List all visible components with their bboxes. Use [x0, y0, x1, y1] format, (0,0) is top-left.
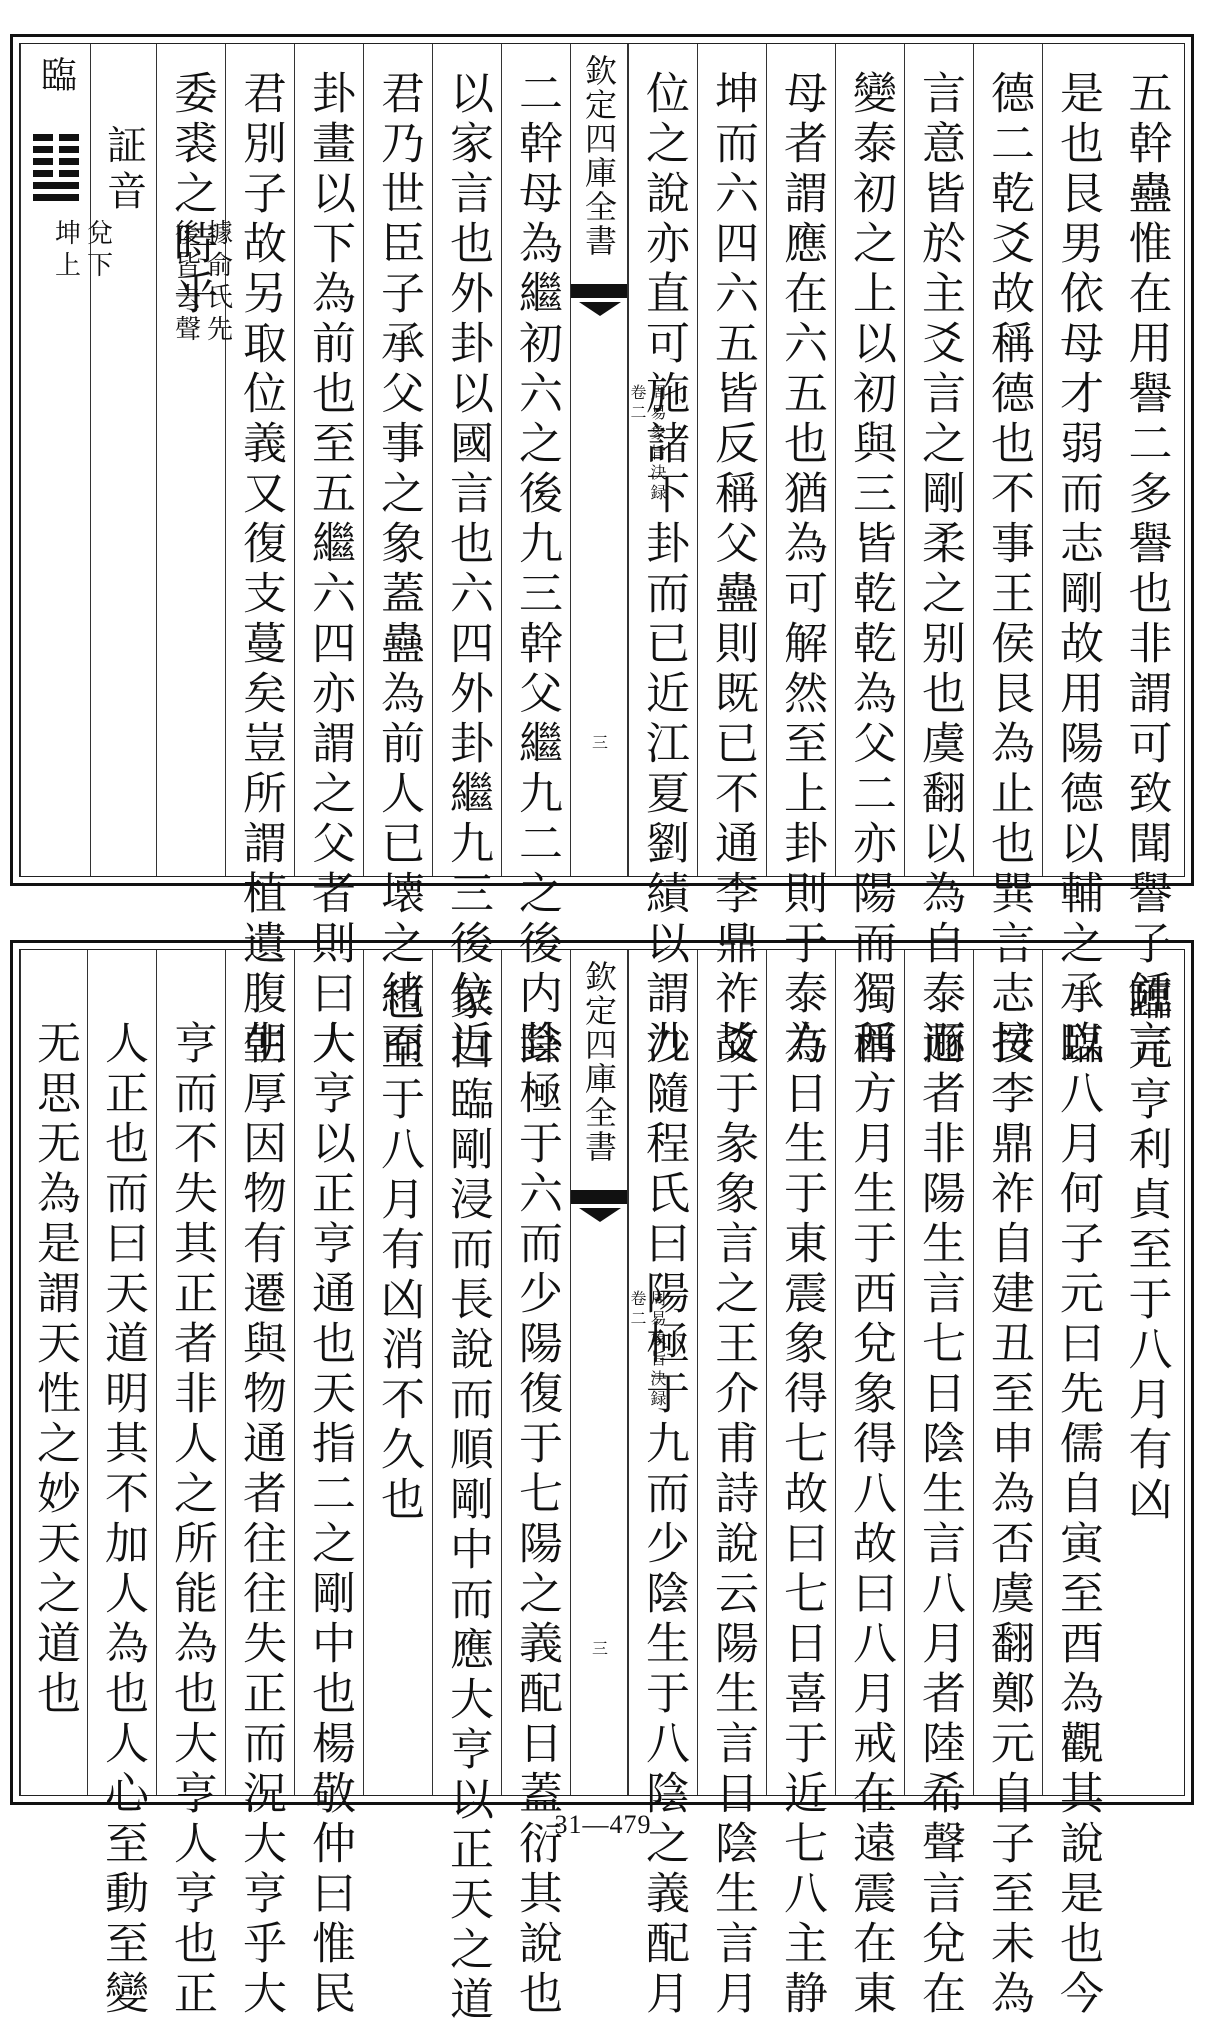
text-column [87, 950, 156, 2020]
column-text: 西方月生于西兌象得八故曰八月戒在遠震在東 [845, 1020, 896, 2020]
column-text: 沙隨程氏曰陽極于九而少陰生于八陰之義配月 [638, 1020, 689, 2020]
column-text: 二幹母為繼初六之後九三幹父繼九二之後内卦 [511, 70, 562, 1070]
text-column [973, 950, 1042, 2020]
text-column [432, 950, 501, 2026]
text-column [20, 950, 87, 1795]
column-text: 按李鼎祚自建丑至申為否虞翻鄭元自子至未為 [983, 1020, 1034, 2020]
yin-line [33, 134, 79, 141]
center-banner [570, 950, 667, 1795]
trigram-annotation [1, 219, 111, 283]
column-text: 方日生于東震象得七故曰七日喜于近七八主静 [776, 1020, 827, 2020]
fish-tail-ornament [571, 284, 627, 324]
column-text: 人正也而曰天道明其不加人為也人心至動至變 [97, 1020, 148, 2020]
text-column [363, 44, 432, 1070]
text-column [904, 950, 973, 2020]
column-text: 委裘之時乎 [166, 70, 217, 320]
column-text: 言意皆於主爻言之剛柔之别也虞翻以為自泰而 [914, 70, 965, 1070]
column-text: 位之說亦直可施諸下卦而已近江夏劉績以謂九 [638, 70, 689, 1070]
yin-line [33, 170, 79, 177]
text-column [1042, 950, 1111, 2020]
annotation-line: 後皆去聲 [170, 219, 201, 347]
banner-title: 欽定四庫全書 [580, 960, 618, 1164]
hexagram-column [20, 44, 113, 876]
text-column [835, 44, 904, 1070]
text-column [904, 44, 973, 1070]
volume-label: 卷二 [628, 384, 647, 424]
column-text: 五幹蠱惟在用譽二多譽也非謂可致聞譽子鍾言 [1120, 70, 1172, 1070]
leaf-number: 三 [589, 734, 609, 752]
text-column [697, 950, 766, 2020]
column-text: 君乃世臣子承父事之象蓋蠱為前人已壊之緒而 [373, 70, 424, 1070]
column-text: 變泰初之上以初與三皆乾乾為父二亦陽而獨稱 [845, 70, 896, 1070]
annotation-line: 坤上 [50, 219, 81, 283]
annotation-line: 據俞氏先 [202, 219, 233, 347]
column-text: 以家言也外卦以國言也六四外卦繼九三後位近 [442, 70, 493, 1070]
annotation-line: 兌下 [82, 219, 113, 283]
column-text: 陰極于六而少陽復于七陽之義配日蓋衍其說也 [511, 1020, 562, 2020]
text-column [697, 44, 766, 1070]
center-banner [570, 44, 667, 876]
book-title: 周易象旨決録 [648, 384, 667, 504]
column-text: 大亨以正亨通也天指二之剛中也楊敬仲曰惟民 [304, 1020, 355, 2020]
text-column [225, 44, 294, 1070]
page-number: 31—479 [554, 1810, 652, 1839]
yang-line [33, 182, 79, 189]
column-text: 生厚因物有遷與物通者往往失正而況大亨乎大 [235, 1020, 286, 2020]
text-column [766, 44, 835, 1070]
text-column [973, 44, 1042, 1070]
column-text: 坤而六四六五皆反稱父蠱則既已不通李鼎祚爻 [707, 70, 758, 1070]
column-text: 母者謂應在六五也猶為可解然至上卦則于泰為 [776, 70, 827, 1070]
text-column [225, 950, 294, 2020]
book-title: 周易象旨決録 [648, 1290, 667, 1410]
column-text: 无思无為是謂天性之妙天之道也 [29, 1020, 80, 1720]
text-column [1042, 44, 1111, 1070]
yin-line [33, 146, 79, 153]
column-text: 臨元亨利貞至于八月有凶 [1120, 976, 1172, 1526]
column-text: 亨而不失其正者非人之所能為也大亨人亨也正 [166, 1020, 217, 2020]
column-text: 德二乾爻故稱德也不事王侯艮為止也巽言志艮 [983, 70, 1034, 1070]
text-column [294, 44, 363, 1070]
fish-tail-ornament [571, 1190, 627, 1230]
text-column [1111, 44, 1180, 1070]
column-text: 彖曰臨剛浸而長說而順剛中而應大亨以正天之道 [442, 976, 493, 2026]
column-text: 也至于八月有凶消不久也 [373, 976, 424, 1526]
text-column [156, 950, 225, 2020]
text-column [432, 44, 501, 1070]
leaf-number: 三 [589, 1640, 609, 1658]
text-column [501, 950, 570, 2020]
hexagram-lin-icon [33, 134, 79, 206]
text-column [501, 44, 570, 1070]
yang-line [33, 194, 79, 201]
column-text: 是也艮男依母才弱而志剛故用陽德以輔之承以 [1052, 70, 1103, 1070]
text-column [363, 950, 432, 1795]
text-column [294, 950, 363, 2020]
yin-line [33, 158, 79, 165]
text-column [835, 950, 904, 2020]
column-text: 臨八月何子元曰先儒自寅至酉為觀其說是也今 [1052, 1020, 1103, 2020]
banner-title: 欽定四庫全書 [580, 54, 618, 258]
top-page-frame [10, 34, 1194, 1070]
column-text: 君別子故另取位義又復支蔓矣豈所謂植遺腹朝 [235, 70, 286, 1070]
hexagram-name: 臨 [35, 56, 77, 98]
text-column [156, 44, 225, 876]
volume-label: 卷二 [628, 1290, 647, 1330]
column-text: 故于彖象言之王介甫詩說云陽生言日陰生言月 [707, 1020, 758, 2020]
text-column [1111, 950, 1180, 1795]
top-text-block [19, 43, 1185, 1070]
pronunciation-label: 証音 [100, 124, 147, 216]
text-column [766, 950, 835, 2020]
column-text: 遯者非陽生言七日陰生言八月者陸希聲言兌在 [914, 1020, 965, 2020]
column-text: 卦畫以下為前也至五繼六四亦謂之父者則曰人 [304, 70, 355, 1070]
